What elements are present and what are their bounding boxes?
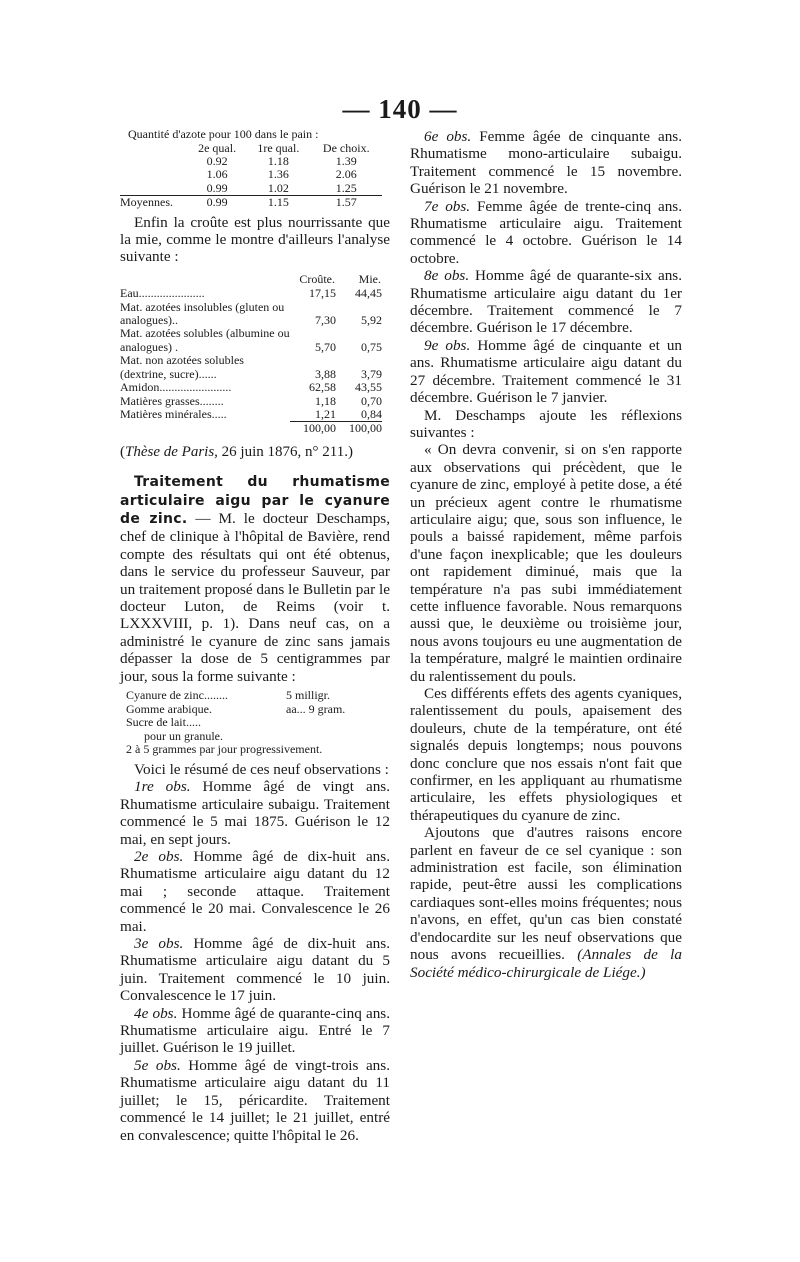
table-cell: 1,18: [315, 393, 336, 408]
obs-label: 5e obs.: [134, 1056, 181, 1074]
table-row-totals: [120, 422, 382, 436]
table-cell: 44,45: [355, 286, 382, 301]
obs-text: Homme âgé de dix-huit ans. Rhumatisme articulaire aigu datant du 5 juin. Traitement commencé le 10 juin. Convalescence le 17 juin.: [120, 935, 390, 1005]
table-cell: 1.57: [311, 196, 382, 210]
table-cell: 17,15: [309, 286, 336, 301]
table-row-averages: [120, 196, 382, 210]
observation-paragraph: [120, 778, 390, 848]
obs-text: Homme âgé de dix-huit ans. Rhumatisme articulaire aigu datant du 12 mai ; seconde attaque. Traitement commencé le 20 mai. Convalescence le 26 mai.: [120, 848, 390, 935]
article-title: Traitement du rhumatisme articulaire aigu par le cyanure de zinc.: [120, 474, 390, 527]
citation-rest: 26 juin 1876, n° 211.): [217, 443, 353, 460]
table-row: [120, 381, 382, 394]
obs-label: 8e obs.: [424, 267, 470, 285]
article-intro-paragraph: [120, 473, 390, 685]
table-cell: 0.99: [188, 196, 246, 210]
table-cell: 1,21: [315, 406, 336, 421]
table-cell: 100,00: [336, 422, 382, 436]
table-cell: Eau......................: [120, 286, 205, 301]
recipe-line: pour un granule.: [144, 728, 223, 743]
composition-table-header: [120, 272, 382, 287]
obs-label: 6e obs.: [424, 128, 472, 145]
obs-text: Homme âgé de cinquante et un ans. Rhumatisme articulaire aigu datant du 27 décembre. Traitement commencé le 31 décembre. Guérison le 7 janvier.: [410, 336, 683, 407]
table-cell: 1.06: [206, 167, 228, 182]
reflection-paragraph: Ces différents effets des agents cyaniques, ralentissement du pouls, apaisement des douleurs, chute de la température, ont été signalés depuis longtemps; nous pouvons donc conclure que nos essais n'ont fait que confirmer, en les appliquant au rhumatisme articulaire, les effets physiologiques et thérapeutiques du cyanure de zinc.: [410, 685, 682, 824]
citation-title: Thèse de Paris,: [125, 443, 218, 460]
recipe-line: Gomme arabique.: [126, 701, 212, 716]
crust-intro-paragraph: Enfin la croûte est plus nourrissante que la mie, comme le montre d'ailleurs l'analyse suivante :: [120, 213, 390, 266]
article-intro: — M. le docteur Deschamps, chef de clinique à l'hôpital de Bavière, rend compte des résultats qui ont été obtenus, dans le service du professeur Sauveur, par un traitement proposé dans le Bulletin par le docteur Luton, de Reims (voir t. LXXXVIII, p. 1). Dans neuf cas, on a administré le cyanure de zinc sans jamais dépasser la dose de 5 centigrammes par jour, sous la forme suivante :: [120, 509, 390, 685]
table-cell: 100,00: [290, 422, 336, 436]
obs-text: Femme âgée de cinquante ans. Rhumatisme mono-articulaire subaigu. Traitement commencé le 15 novembre. Guérison le 21 novembre.: [410, 128, 682, 198]
reflections-intro: M. Deschamps ajoute les réflexions suivantes :: [410, 406, 682, 441]
reflection-text: Ajoutons que d'autres raisons encore parlent en faveur de ce sel cyanique : son administration est facile, son élimination rapide, peut-être aussi les complications cardiaques sont-elles moins fréquentes; nous n'avons, en effet, qu'un cas bien constaté d'endocardite sur les neuf observations que nous avons recueillies.: [410, 824, 682, 964]
observation-paragraph: [410, 128, 682, 198]
right-column: [410, 128, 682, 981]
observation-paragraph: [120, 1005, 390, 1057]
recipe-line: Sucre de lait.....: [126, 715, 201, 730]
recipe-dose: 5 milligr.: [286, 688, 331, 702]
table-cell: Amidon........................: [120, 380, 232, 395]
recipe-line: 2 à 5 grammes par jour progressivement.: [126, 742, 323, 757]
table-cell: Matières minérales.....: [120, 407, 227, 422]
citation-thesis: (Thèse de Paris, 26 juin 1876, n° 211.): [120, 443, 353, 460]
table-header-cell: De choix.: [322, 140, 370, 155]
table-header-cell: Mie.: [358, 271, 381, 286]
table-cell: 1.39: [335, 154, 357, 168]
obs-text: Homme âgé de vingt-trois ans. Rhumatisme articulaire aigu datant du 11 juillet; le 15, péricardite. Traitement commencé le 14 juillet; le 21 juillet, entré en convalescence; quitte l'hôpital le 26.: [120, 1056, 390, 1144]
table-cell: 5,70: [315, 339, 336, 354]
table-cell: 2.06: [335, 167, 357, 182]
table-cell: Mat. azotées solubles (albumine ou analogues) .: [120, 326, 290, 354]
recipe-block: [126, 689, 390, 757]
table-row: [120, 327, 382, 354]
table-row: [120, 395, 382, 408]
obs-label: 2e obs.: [134, 848, 184, 865]
table-cell: 0,70: [361, 393, 382, 408]
observation-paragraph: [120, 1057, 390, 1144]
recipe-dose: aa... 9 gram.: [286, 701, 346, 716]
citation-annales: (Annales de la Société médico-chirurgicale de Liége.): [410, 946, 682, 981]
nitrogen-table: [120, 142, 382, 210]
table-cell: 0.99: [206, 180, 228, 195]
table-cell: 5,92: [361, 313, 382, 328]
page-number: — 140 —: [342, 94, 458, 124]
table-cell: 3,79: [361, 366, 382, 381]
table-header-cell: 2e qual.: [198, 140, 237, 155]
table-row: [120, 182, 382, 196]
table-cell: 43,55: [355, 380, 382, 395]
table-cell: 3,88: [315, 366, 336, 381]
obs-label: 9e obs.: [424, 336, 471, 354]
obs-label: 7e obs.: [424, 197, 471, 215]
observation-paragraph: [120, 848, 390, 935]
nitrogen-table-header: [120, 142, 382, 155]
table-row: [120, 287, 382, 300]
table-cell: 1.18: [267, 154, 289, 168]
nitrogen-table-caption: Quantité d'azote pour 100 dans le pain :: [128, 127, 319, 141]
table-cell: Mat. non azotées solubles (dextrine, sucre)......: [120, 353, 244, 381]
table-row: [120, 408, 382, 422]
composition-table: [120, 272, 382, 436]
obs-text: Femme âgée de trente-cinq ans. Rhumatisme articulaire aigu. Traitement commencé le 4 octobre. Guérison le 14 octobre.: [410, 197, 683, 267]
observation-paragraph: [410, 337, 682, 407]
obs-text: Homme âgé de quarante-cinq ans. Rhumatisme articulaire aigu. Entré le 7 juillet. Guérison le 19 juillet.: [120, 1004, 391, 1057]
table-cell: 1.36: [267, 167, 289, 182]
table-cell: 0,84: [361, 406, 382, 421]
table-cell: Matières grasses........: [120, 393, 224, 408]
left-column: [120, 128, 390, 1144]
table-cell: 1.15: [246, 196, 310, 210]
observation-paragraph: [410, 267, 682, 337]
table-row: [120, 168, 382, 181]
obs-label: 3e obs.: [134, 935, 184, 953]
table-cell: 1.02: [267, 180, 289, 195]
table-cell: Mat. azotées insolubles (gluten ou analogues)..: [120, 299, 285, 328]
observation-paragraph: [120, 935, 390, 1005]
table-cell: 0,75: [361, 339, 382, 354]
table-cell: 62,58: [309, 380, 336, 395]
reflection-paragraph: [410, 824, 682, 981]
table-cell: 1.25: [335, 180, 357, 195]
table-row: [120, 301, 382, 328]
obs-label: 4e obs.: [134, 1004, 178, 1022]
table-row: [120, 354, 382, 381]
obs-text: Homme âgé de vingt ans. Rhumatisme articulaire subaigu. Traitement commencé le 5 mai 1875. Guérison le 12 mai, en sept jours.: [120, 778, 390, 848]
table-row: [120, 155, 382, 168]
table-cell: Moyennes.: [120, 196, 188, 210]
summary-intro: Voici le résumé de ces neuf observations :: [134, 760, 389, 778]
observation-paragraph: [410, 198, 682, 268]
obs-label: 1re obs.: [134, 778, 191, 796]
table-header-cell: Croûte.: [299, 271, 335, 286]
table-cell: 0.92: [206, 154, 228, 168]
obs-text: Homme âgé de quarante-six ans. Rhumatisme articulaire aigu datant du 1er décembre. Traitement commencé le 7 décembre. Guérison le 17 décembre.: [410, 267, 683, 337]
recipe-line: Cyanure de zinc........: [126, 688, 228, 702]
reflection-paragraph: « On devra convenir, si on s'en rapporte aux observations qui précèdent, que le cyanure de zinc, employé à petite dose, a été un précieux agent contre le rhumatisme articulaire aigu; que, sous son influence, le pouls a baissé rapidement, même parfois d'une façon inexplicable; que les douleurs ont rapidement diminué, mais que la température n'a pas subi immédiatement cette influence favorable. Nous remarquons aussi que, le deuxième ou troisième jour, nous avons toujours eu une augmentation de la température, malgré le maintien ordinaire du ralentissement du pouls.: [410, 441, 682, 685]
table-header-cell: 1re qual.: [257, 140, 300, 155]
table-cell: 7,30: [315, 313, 336, 328]
